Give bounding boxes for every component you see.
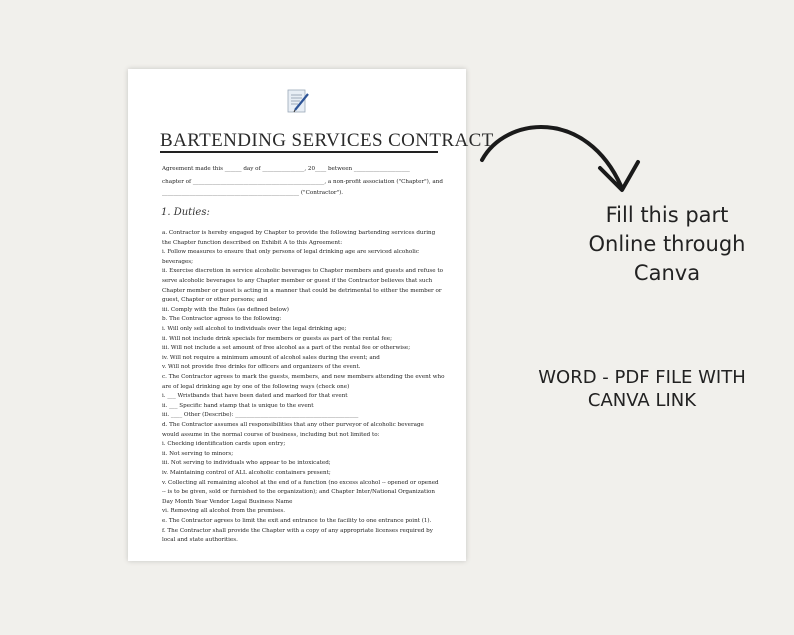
body-line: the Chapter function described on Exhibit A to this Agreement: [162,239,343,246]
body-line: v. Collecting all remaining alcohol at the end of a function (no excess alcohol -- opened or opened [162,479,439,486]
body-line: iii. ____ Other (Describe): ____________________________________________ [162,412,359,419]
file-format-caption [522,366,762,412]
body-line: f. The Contractor shall provide the Chapter with a copy of any appropriate licenses required by [162,527,433,534]
body-line: a. Contractor is hereby engaged by Chapter to provide the following bartending services during [162,230,436,236]
body-line: Chapter member or guest is acting in a manner that could be detrimental to either the member or [162,287,442,294]
body-line: e. The Contractor agrees to limit the exit and entrance to the facility to one entrance point (1). [162,518,432,524]
body-line: local and state authorities. [162,537,238,544]
body-line: are of legal drinking age by one of the following ways (check one) [162,383,350,390]
body-line: ii. Will not include drink specials for members or guests as part of the rental fee; [162,335,392,342]
body-line: ii. Not serving to minors; [162,450,234,457]
caption-line: Fill this part [605,203,729,227]
caption-line: Canva [633,261,701,285]
caption-line: Online through [588,232,746,256]
body-line: iii. Will not include a set amount of free alcohol as a part of the rental fee or otherwise; [162,345,411,352]
body-line: iii. Not serving to individuals who appear to be intoxicated; [162,460,331,467]
body-line: i. Follow measures to ensure that only persons of legal drinking age are serviced alcoholic [162,249,419,256]
body-line: would assume in the normal course of business, including but not limited to: [162,431,380,438]
caption-line: WORD - PDF FILE WITH [538,367,746,388]
body-line: iv. Will not require a minimum amount of alcohol sales during the event; and [162,354,380,361]
body-line: v. Will not provide free drinks for officers and organizers of the event. [162,364,361,371]
document-title: BARTENDING SERVICES CONTRACT [160,130,494,151]
body-line: i. Checking identification cards upon entry; [162,441,286,448]
body-line: -- is to be given, sold or furnished to the organization); and Chapter Inter/National Organization [162,489,435,496]
fill-online-caption [566,201,768,288]
curved-arrow-icon [476,108,646,208]
title-underline [160,151,438,153]
body-line: i. ___ Wristbands that have been dated and marked for that event [162,393,348,400]
body-line: i. Will only sell alcohol to individuals over the legal drinking age; [162,326,347,332]
body-line: ii. Exercise discretion in service alcoholic beverages to Chapter members and guests and refuse to [162,268,443,275]
body-line: d. The Contractor assumes all responsibilities that any other purveyor of alcoholic beverage [162,422,424,428]
body-line: iii. Comply with the Rules (as defined below) [162,306,289,313]
body-line: Day Month Year Vendor Legal Business Name [162,498,293,505]
intro-line: Agreement made this ______ day of _______________, 20____ between ____________________ [162,166,410,172]
body-line: ii. ___ Specific hand stamp that is unique to the event [162,402,314,409]
body-line: iv. Maintaining control of ALL alcoholic containers present; [162,470,331,476]
intro-line: _________________________________________________ ("Contractor"). [162,190,344,196]
body-line: guest, Chapter or other persons; and [162,297,268,304]
caption-line: CANVA LINK [587,390,697,411]
body-line: beverages; [162,258,194,265]
intro-line: chapter of _______________________________________________, a non-profit association ("Chapter"), and [162,179,443,185]
body-line: b. The Contractor agrees to the following: [162,316,282,323]
body-line: c. The Contractor agrees to mark the guests, members, and new members attending the event who [162,374,445,380]
contract-pen-icon [286,88,310,116]
section-heading-duties: 1. Duties: [161,207,210,218]
contract-page [128,69,494,561]
body-line: serve alcoholic beverages to any Chapter member or guest if the Contractor believes that such [162,278,433,284]
body-line: vi. Removing all alcohol from the premises. [162,508,286,515]
